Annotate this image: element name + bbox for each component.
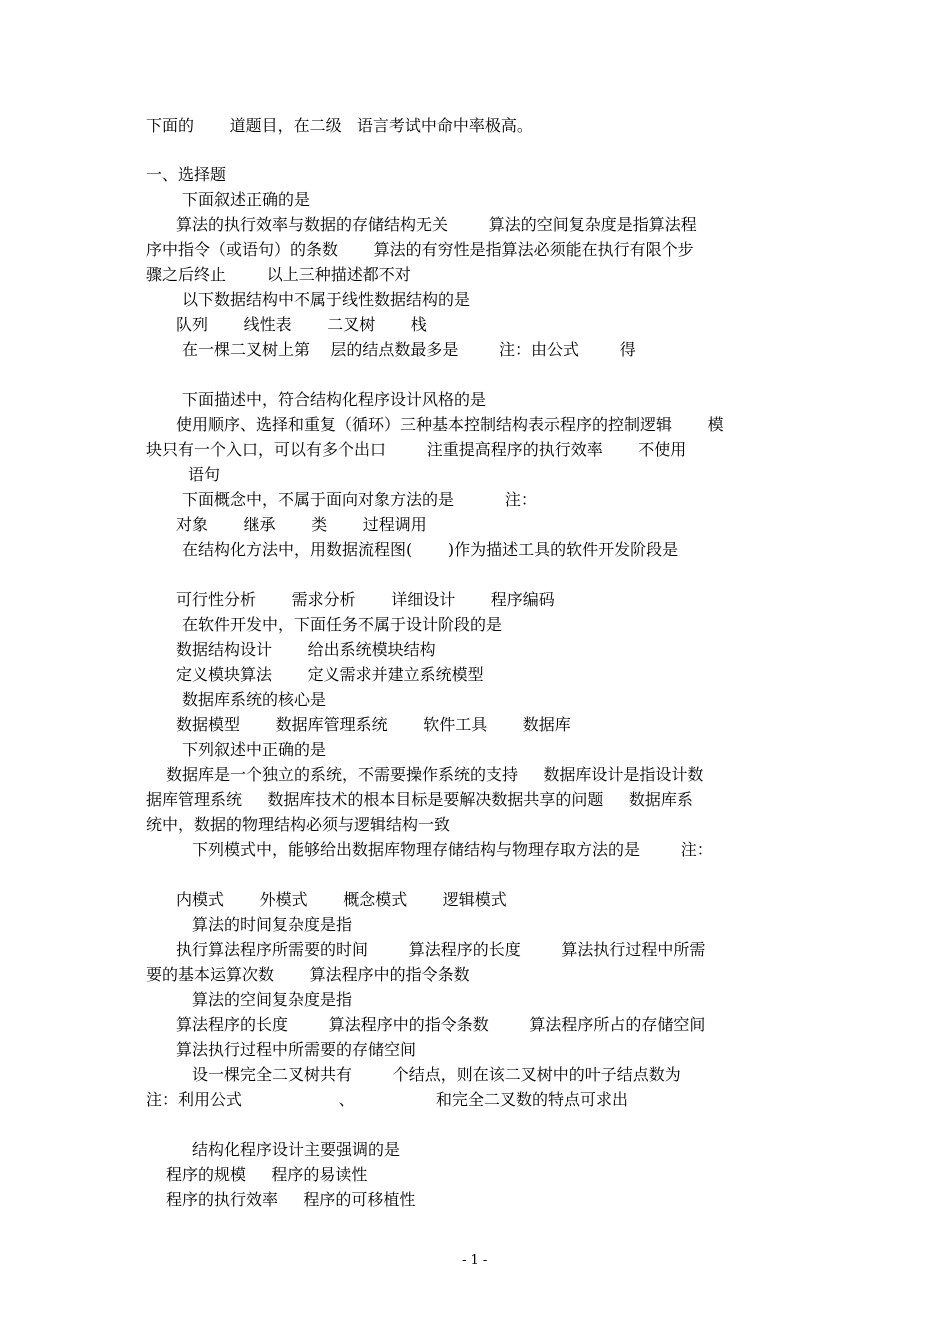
question-12-options: 算法程序的长度 算法程序中的指令条数 算法程序所占的存储空间 bbox=[176, 1015, 706, 1034]
question-11: 算法的时间复杂度是指 bbox=[192, 915, 353, 934]
question-2-options: 队列 线性表 二叉树 栈 bbox=[176, 315, 427, 334]
question-4-options: 语句 bbox=[188, 465, 221, 484]
question-7-options: 数据结构设计 给出系统模块结构 bbox=[176, 640, 436, 659]
question-1-options: 骤之后终止 以上三种描述都不对 bbox=[146, 265, 411, 284]
section-heading: 一、选择题 bbox=[146, 165, 227, 184]
question-7: 在软件开发中，下面任务不属于设计阶段的是 bbox=[182, 615, 503, 634]
question-7-options: 定义模块算法 定义需求并建立系统模型 bbox=[176, 665, 484, 684]
question-4-options: 块只有一个入口，可以有多个出口 注重提高程序的执行效率 不使用 bbox=[146, 440, 687, 459]
question-1: 下面叙述正确的是 bbox=[182, 190, 311, 209]
question-12: 算法的空间复杂度是指 bbox=[192, 990, 353, 1009]
question-1-options: 算法的执行效率与数据的存储结构无关 算法的空间复杂度是指算法程 bbox=[176, 215, 697, 234]
question-3: 在一棵二叉树上第 层的结点数最多是 注：由公式 得 bbox=[182, 340, 636, 359]
question-13-note: 注：利用公式 、 和完全二叉数的特点可求出 bbox=[146, 1090, 629, 1109]
question-12-options: 算法执行过程中所需要的存储空间 bbox=[176, 1040, 417, 1059]
page-number: - 1 - bbox=[462, 1253, 488, 1268]
question-14-options: 程序的执行效率 程序的可移植性 bbox=[166, 1190, 416, 1209]
question-9-options: 据库管理系统 数据库技术的根本目标是要解决数据共享的问题 数据库系 bbox=[146, 790, 693, 809]
question-4: 下面描述中，符合结构化程序设计风格的是 bbox=[182, 390, 487, 409]
question-6: 在结构化方法中，用数据流程图( )作为描述工具的软件开发阶段是 bbox=[182, 540, 679, 559]
question-9: 下列叙述中正确的是 bbox=[182, 740, 327, 759]
question-1-options: 序中指令（或语句）的条数 算法的有穷性是指算法必须能在执行有限个步 bbox=[146, 240, 694, 259]
question-9-options: 统中，数据的物理结构必须与逻辑结构一致 bbox=[146, 815, 451, 834]
question-14: 结构化程序设计主要强调的是 bbox=[192, 1140, 401, 1159]
question-14-options: 程序的规模 程序的易读性 bbox=[166, 1165, 368, 1184]
question-9-options: 数据库是一个独立的系统，不需要操作系统的支持 数据库设计是指设计数 bbox=[166, 765, 704, 784]
question-10: 下列模式中，能够给出数据库物理存储结构与物理存取方法的是 注： bbox=[192, 840, 713, 859]
question-11-options: 要的基本运算次数 算法程序中的指令条数 bbox=[146, 965, 470, 984]
question-6-options: 可行性分析 需求分析 详细设计 程序编码 bbox=[176, 590, 555, 609]
question-5: 下面概念中，不属于面向对象方法的是 注： bbox=[182, 490, 537, 509]
intro-line: 下面的 道题目，在二级 语言考试中命中率极高。 bbox=[146, 116, 533, 135]
question-11-options: 执行算法程序所需要的时间 算法程序的长度 算法执行过程中所需 bbox=[176, 940, 706, 959]
question-2: 以下数据结构中不属于线性数据结构的是 bbox=[182, 290, 471, 309]
question-5-options: 对象 继承 类 过程调用 bbox=[176, 515, 427, 534]
question-8: 数据库系统的核心是 bbox=[182, 690, 327, 709]
question-13: 设一棵完全二叉树共有 个结点，则在该二叉树中的叶子结点数为 bbox=[192, 1065, 681, 1084]
question-4-options: 使用顺序、选择和重复（循环）三种基本控制结构表示程序的控制逻辑 模 bbox=[176, 415, 724, 434]
question-10-options: 内模式 外模式 概念模式 逻辑模式 bbox=[176, 890, 507, 909]
question-8-options: 数据模型 数据库管理系统 软件工具 数据库 bbox=[176, 715, 571, 734]
